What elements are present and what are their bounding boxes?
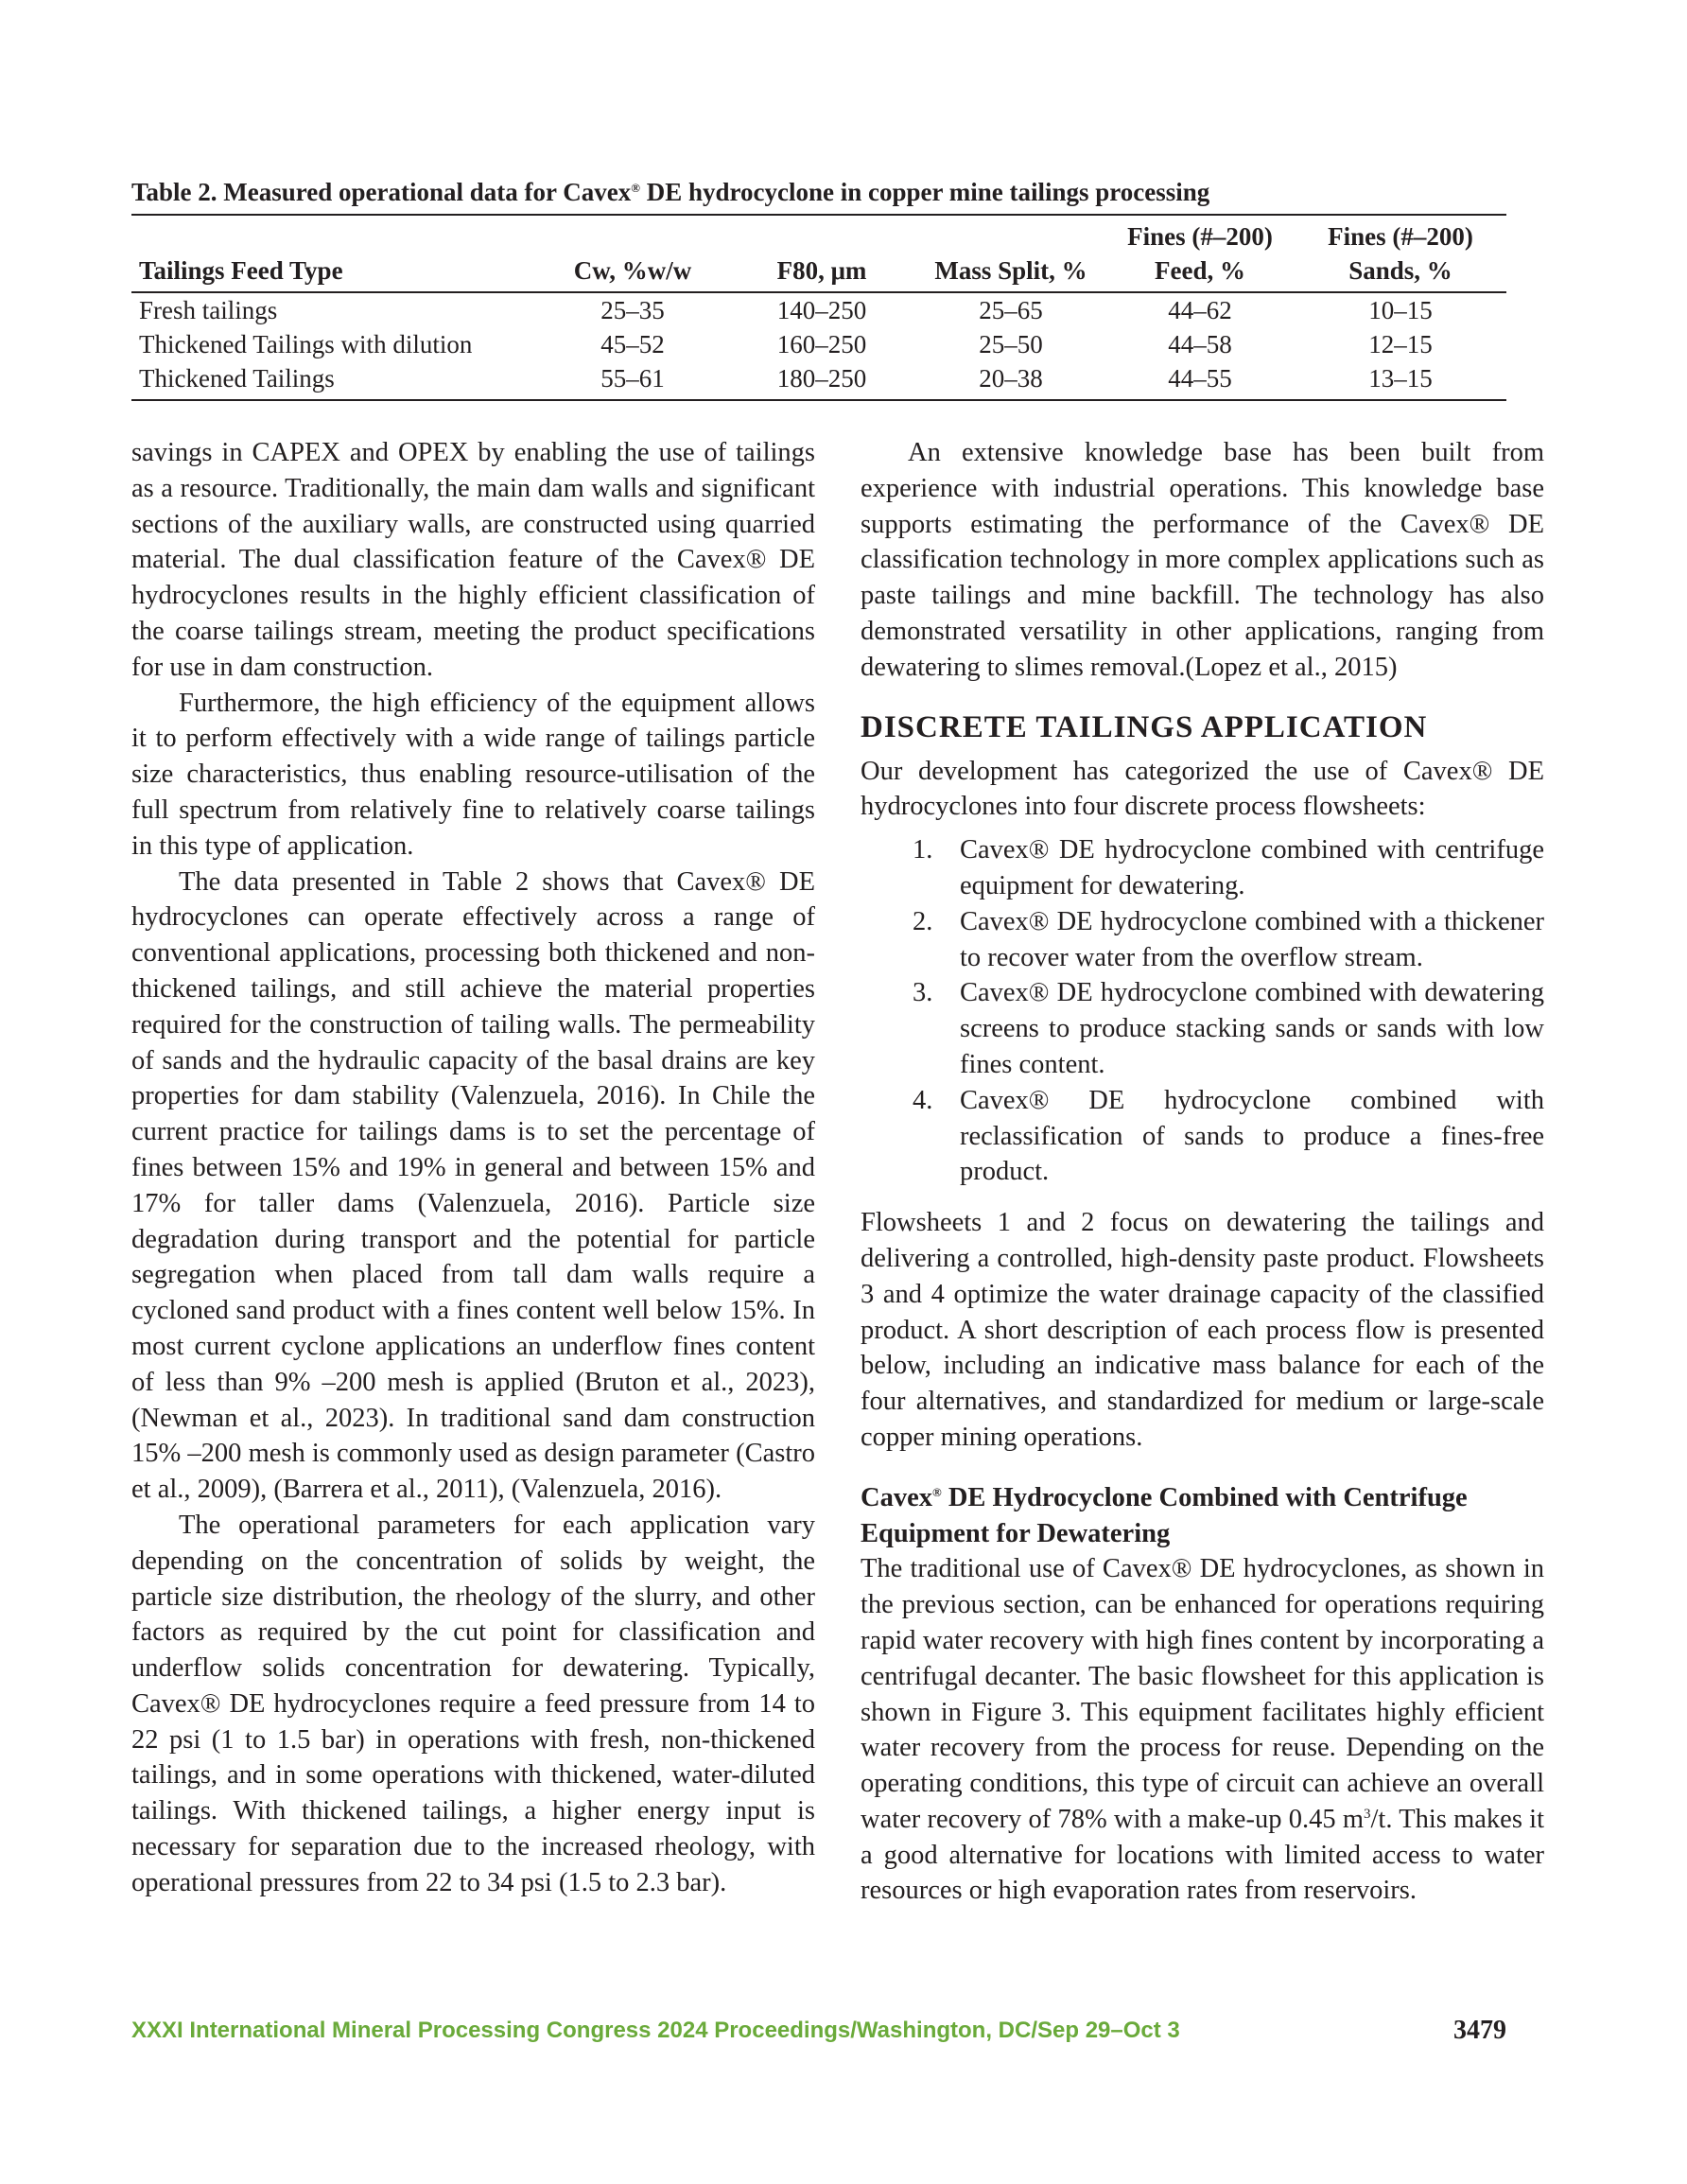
sub-heading-text: Cavex — [861, 1482, 932, 1512]
paragraph-text-rest: /t. This makes it a good alternative for locations with limited access to water resources or high evaporation rates from reservoirs. — [861, 1804, 1544, 1906]
list-item — [861, 832, 1544, 904]
table-cell: Thickened Tailings — [139, 364, 335, 393]
registered-mark: ® — [631, 181, 640, 195]
list-number: 1. — [913, 835, 933, 865]
table-cell: 25–35 — [600, 296, 665, 324]
sub-heading — [861, 1480, 1544, 1552]
list-number: 3. — [913, 978, 933, 1008]
paragraph: Flowsheets 1 and 2 focus on dewatering the tailings and delivering a controlled, high-density paste product. Flowsheets 3 and 4 optimize the water drainage capacity of the classified product. A short description of each process flow is presented below, including an indicative mass balance for each of the four alternatives, and standardized for medium or large-scale copper mining operations. — [861, 1208, 1544, 1452]
column-header: F80, μm — [776, 256, 867, 285]
table-2 — [131, 176, 1506, 401]
column-header: Fines (#–200) Sands, % — [1328, 222, 1473, 285]
table-cell: 25–50 — [979, 330, 1043, 358]
list-item — [861, 975, 1544, 1082]
table-header-row — [131, 216, 1506, 292]
right-text-column — [861, 435, 1544, 1909]
table-cell: 55–61 — [600, 364, 665, 393]
column-header: Cw, %w/w — [573, 256, 692, 285]
table-cell: 44–58 — [1168, 330, 1232, 358]
list-item-text: Cavex® DE hydrocyclone combined with reclassification of sands to produce a fines-free product. — [960, 1085, 1544, 1187]
paragraph: Furthermore, the high efficiency of the equipment allows it to perform effectively with a wide range of tailings particle size characteristics, thus enabling resource-utilisation of the full spectrum from relatively fine to relatively coarse tailings in this type of application. — [131, 688, 815, 861]
registered-mark: ® — [931, 1484, 942, 1499]
paragraph — [861, 1551, 1544, 1909]
flowsheet-list — [861, 832, 1544, 1190]
data-table — [131, 214, 1506, 401]
table-row — [131, 292, 1506, 327]
sub-heading-text-rest: DE Hydrocyclone Combined with Centrifuge Equipment for Dewatering — [861, 1482, 1468, 1548]
table-cell: 45–52 — [600, 330, 665, 358]
table-cell: 44–62 — [1168, 296, 1232, 324]
superscript: 3 — [1364, 1806, 1371, 1822]
paragraph: The data presented in Table 2 shows that Cavex® DE hydrocyclones can operate effectively across a range of conventional applications, processing both thickened and non-thickened tailings, and still achieve the material properties required for the construction of tailing walls. The permeability of sands and the hydraulic capacity of the basal drains are key properties for dam stability (Valenzuela, 2016). In Chile the current practice for tailings dams is to set the percentage of fines between 15% and 19% in general and between 15% and 17% for taller dams (Valenzuela, 2016). Particle size degradation during transport and the potential for particle segregation when placed from tall dam walls require a cycloned sand product with a fines content well below 15%. In most current cyclone applications an underflow fines content of less than 9% –200 mesh is applied (Bruton et al., 2023),(Newman et al., 2023). In traditional sand dam construction 15% –200 mesh is commonly used as design parameter (Castro et al., 2009), (Barrera et al., 2011), (Valenzuela, 2016). — [131, 866, 815, 1505]
table-cell: 12–15 — [1368, 330, 1433, 358]
table-cell: 20–38 — [979, 364, 1043, 393]
table-cell: 160–250 — [776, 330, 867, 358]
table-cell: 25–65 — [979, 296, 1043, 324]
table-cell: 44–55 — [1168, 364, 1232, 393]
paragraph: savings in CAPEX and OPEX by enabling the use of tailings as a resource. Traditionally, the main dam walls and significant sections of the auxiliary walls, are constructed using quarried material. The dual classification feature of the Cavex® DE hydrocyclones results in the highly efficient classification of the coarse tailings stream, meeting the product specifications for use in dam construction. — [131, 438, 815, 682]
paragraph-text: The traditional use of Cavex® DE hydrocyclones, as shown in the previous section, can be enhanced for operations requiring rapid water recovery with high fines content by incorporating a centrifugal decanter. The basic flowsheet for this application is shown in Figure 3. This equipment facilitates highly efficient water recovery from the process for reuse. Depending on the operating conditions, this type of circuit can achieve an overall water recovery of 78% with a make-up 0.45 m — [861, 1554, 1544, 1834]
table-cell: 140–250 — [776, 296, 867, 324]
column-header: Mass Split, % — [934, 256, 1087, 285]
paragraph: The operational parameters for each application vary depending on the concentration of solids by weight, the particle size distribution, the rheology of the slurry, and other factors as required by the cut point for classification and underflow solids concentration for dewatering. Typically, Cavex® DE hydrocyclones require a feed pressure from 14 to 22 psi (1 to 1.5 bar) in operations with fresh, non-thickened tailings, and in some operations with thickened, water-diluted tailings. With thickened tailings, a higher energy input is necessary for separation due to the increased rheology, with operational pressures from 22 to 34 psi (1.5 to 2.3 bar). — [131, 1510, 815, 1897]
table-caption-text: Table 2. Measured operational data for Cavex — [131, 178, 632, 206]
paragraph: Our development has categorized the use of Cavex® DE hydrocyclones into four discrete process flowsheets: — [861, 756, 1544, 822]
footer-proceedings-title: XXXI International Mineral Processing Congress 2024 Proceedings/Washington, DC/Sep 29–Oct 3 — [131, 2018, 1180, 2043]
left-text-column — [131, 435, 815, 1901]
table-caption — [131, 176, 1506, 208]
list-number: 2. — [913, 906, 933, 936]
section-heading: DISCRETE TAILINGS APPLICATION — [861, 709, 1428, 744]
table-cell: 13–15 — [1368, 364, 1433, 393]
page-number: 3479 — [1453, 2016, 1506, 2045]
list-item-text: Cavex® DE hydrocyclone combined with dewatering screens to produce stacking sands or sands with low fines content. — [960, 978, 1544, 1079]
list-item — [861, 1083, 1544, 1190]
table-caption-text-rest: DE hydrocyclone in copper mine tailings processing — [639, 178, 1210, 206]
column-header: Tailings Feed Type — [139, 256, 343, 285]
page-footer — [131, 2018, 1506, 2055]
table-cell: 180–250 — [776, 364, 867, 393]
list-number: 4. — [913, 1085, 933, 1115]
table-cell: Thickened Tailings with dilution — [139, 330, 473, 358]
column-header: Fines (#–200) Feed, % — [1127, 222, 1273, 285]
list-item-text: Cavex® DE hydrocyclone combined with a thickener to recover water from the overflow stream. — [960, 906, 1544, 972]
paragraph: An extensive knowledge base has been built from experience with industrial operations. This knowledge base supports estimating the performance of the Cavex® DE classification technology in more complex applications such as paste tailings and mine backfill. The technology has also demonstrated versatility in other applications, ranging from dewatering to slimes removal.(Lopez et al., 2015) — [861, 438, 1544, 682]
list-item — [861, 904, 1544, 976]
table-cell: Fresh tailings — [139, 296, 278, 324]
table-row — [131, 327, 1506, 361]
table-row — [131, 361, 1506, 400]
list-item-text: Cavex® DE hydrocyclone combined with centrifuge equipment for dewatering. — [960, 835, 1544, 900]
table-cell: 10–15 — [1368, 296, 1433, 324]
